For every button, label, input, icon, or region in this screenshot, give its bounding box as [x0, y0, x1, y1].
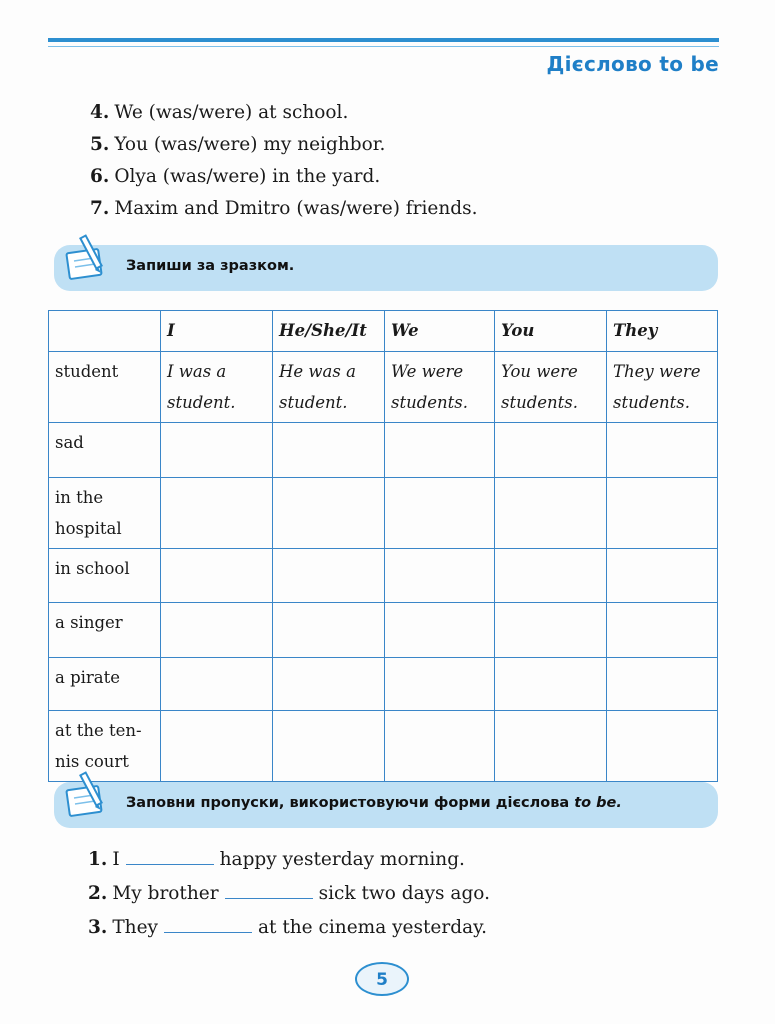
fill-in-list	[88, 843, 490, 945]
list-item	[88, 911, 490, 945]
item-number: 5.	[90, 134, 110, 155]
task-banner-2	[54, 782, 718, 828]
row-label: student	[49, 352, 161, 423]
instruction-emphasis: to be.	[574, 795, 622, 811]
answer-cell[interactable]	[161, 603, 273, 658]
answer-cell[interactable]	[385, 423, 495, 478]
task-instruction	[126, 795, 622, 811]
answer-cell[interactable]	[495, 603, 607, 658]
text-before-blank: My brother	[112, 883, 219, 904]
header-cell-they: They	[607, 311, 718, 352]
row-label: sad	[49, 423, 161, 478]
table-row	[49, 423, 718, 478]
sentence-list	[90, 97, 478, 225]
answer-cell[interactable]	[273, 658, 385, 711]
answer-cell[interactable]	[607, 423, 718, 478]
example-cell: They were students.	[607, 352, 718, 423]
answer-cell[interactable]	[161, 478, 273, 549]
header-cell-empty	[49, 311, 161, 352]
answer-cell[interactable]	[607, 711, 718, 782]
item-text: We (was/were) at school.	[114, 102, 349, 123]
example-cell: I was a student.	[161, 352, 273, 423]
item-number: 2.	[88, 883, 108, 904]
header-cell-he-she-it: He/She/It	[273, 311, 385, 352]
answer-cell[interactable]	[273, 549, 385, 603]
item-number: 7.	[90, 198, 110, 219]
item-number: 4.	[90, 102, 110, 123]
table-row	[49, 549, 718, 603]
row-label: a singer	[49, 603, 161, 658]
header-cell-i: I	[161, 311, 273, 352]
header-rule-thin	[48, 46, 719, 47]
answer-cell[interactable]	[495, 423, 607, 478]
item-text: Maxim and Dmitro (was/were) friends.	[114, 198, 478, 219]
answer-cell[interactable]	[607, 478, 718, 549]
page-number: 5	[355, 962, 409, 996]
item-number: 1.	[88, 849, 108, 870]
header-cell-you: You	[495, 311, 607, 352]
answer-cell[interactable]	[385, 711, 495, 782]
task-instruction: Запиши за зразком.	[126, 258, 295, 274]
row-label: in the hospital	[49, 478, 161, 549]
table-row-example	[49, 352, 718, 423]
row-label: in school	[49, 549, 161, 603]
item-text: You (was/were) my neighbor.	[114, 134, 386, 155]
answer-cell[interactable]	[385, 603, 495, 658]
example-cell: You were students.	[495, 352, 607, 423]
answer-cell[interactable]	[495, 549, 607, 603]
answer-cell[interactable]	[273, 478, 385, 549]
answer-cell[interactable]	[161, 549, 273, 603]
text-after-blank: happy yesterday morning.	[219, 849, 465, 870]
list-item	[90, 129, 478, 161]
answer-cell[interactable]	[607, 603, 718, 658]
answer-cell[interactable]	[495, 711, 607, 782]
list-item	[90, 161, 478, 193]
task-banner-1	[54, 245, 718, 291]
conjugation-table	[48, 310, 718, 782]
table-row	[49, 478, 718, 549]
answer-cell[interactable]	[273, 423, 385, 478]
header-cell-we: We	[385, 311, 495, 352]
list-item	[90, 97, 478, 129]
row-label: at the ten-nis court	[49, 711, 161, 782]
text-after-blank: at the cinema yesterday.	[257, 917, 487, 938]
table-row	[49, 603, 718, 658]
text-after-blank: sick two days ago.	[318, 883, 490, 904]
table-row	[49, 658, 718, 711]
table-row	[49, 711, 718, 782]
section-title: Дієслово to be	[546, 52, 719, 76]
example-cell: He was a student.	[273, 352, 385, 423]
table-header-row	[49, 311, 718, 352]
instruction-text: Заповни пропуски, використовуючи форми дієслова	[126, 795, 575, 811]
list-item	[90, 193, 478, 225]
blank-field[interactable]	[126, 844, 214, 865]
text-before-blank: They	[112, 917, 158, 938]
answer-cell[interactable]	[607, 549, 718, 603]
answer-cell[interactable]	[607, 658, 718, 711]
example-cell: We were students.	[385, 352, 495, 423]
header-rule-thick	[48, 38, 719, 42]
answer-cell[interactable]	[495, 658, 607, 711]
answer-cell[interactable]	[495, 478, 607, 549]
item-number: 6.	[90, 166, 110, 187]
pencil-notepad-icon	[64, 770, 110, 822]
answer-cell[interactable]	[161, 711, 273, 782]
answer-cell[interactable]	[273, 603, 385, 658]
row-label: a pirate	[49, 658, 161, 711]
answer-cell[interactable]	[385, 478, 495, 549]
answer-cell[interactable]	[161, 423, 273, 478]
item-text: Olya (was/were) in the yard.	[114, 166, 381, 187]
item-number: 3.	[88, 917, 108, 938]
blank-field[interactable]	[164, 912, 252, 933]
answer-cell[interactable]	[385, 549, 495, 603]
pencil-notepad-icon	[64, 233, 110, 285]
text-before-blank: I	[112, 849, 120, 870]
answer-cell[interactable]	[273, 711, 385, 782]
list-item	[88, 843, 490, 877]
answer-cell[interactable]	[385, 658, 495, 711]
answer-cell[interactable]	[161, 658, 273, 711]
list-item	[88, 877, 490, 911]
blank-field[interactable]	[225, 878, 313, 899]
